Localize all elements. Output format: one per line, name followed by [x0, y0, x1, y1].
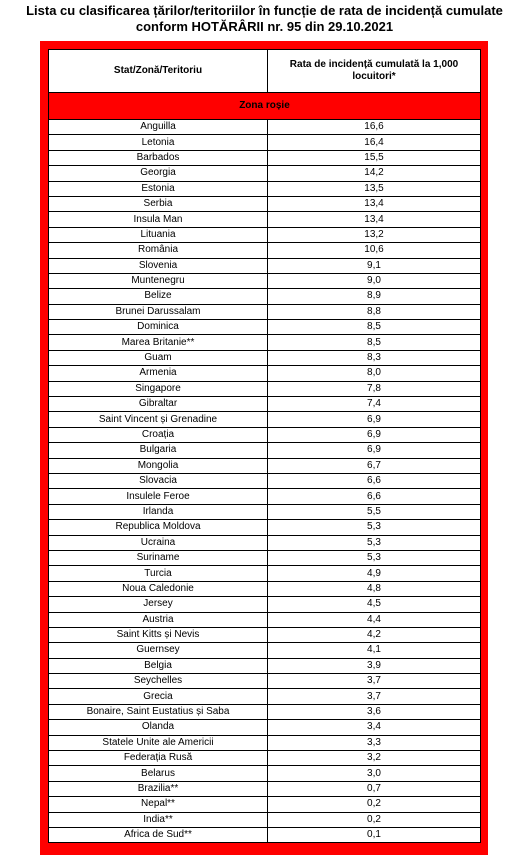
country-cell: Lituania: [49, 227, 268, 242]
country-cell: Barbados: [49, 150, 268, 165]
rate-cell: 3,6: [268, 704, 481, 719]
rate-cell: 6,7: [268, 458, 481, 473]
country-cell: Grecia: [49, 689, 268, 704]
table-row: [49, 720, 481, 735]
rate-cell: 3,4: [268, 720, 481, 735]
rate-cell: 7,4: [268, 397, 481, 412]
rate-cell: 10,6: [268, 243, 481, 258]
table-row: [49, 289, 481, 304]
rate-cell: 16,6: [268, 120, 481, 135]
table-row: [49, 335, 481, 350]
country-cell: Saint Kitts și Nevis: [49, 627, 268, 642]
rate-cell: 13,5: [268, 181, 481, 196]
rate-cell: 6,9: [268, 443, 481, 458]
table-row: [49, 350, 481, 365]
rate-cell: 0,2: [268, 797, 481, 812]
table-row: [49, 812, 481, 827]
country-cell: Africa de Sud**: [49, 827, 268, 842]
table-row: [49, 273, 481, 288]
rate-cell: 9,1: [268, 258, 481, 273]
country-cell: Guernsey: [49, 643, 268, 658]
rate-cell: 16,4: [268, 135, 481, 150]
rate-cell: 5,3: [268, 535, 481, 550]
title-line-1: Lista cu clasificarea țărilor/teritoriilor în funcție de rata de incidență cumulate: [26, 3, 503, 18]
country-cell: Anguilla: [49, 120, 268, 135]
rate-cell: 6,9: [268, 427, 481, 442]
country-cell: Letonia: [49, 135, 268, 150]
country-cell: România: [49, 243, 268, 258]
header-row: [49, 50, 481, 93]
rate-cell: 3,9: [268, 658, 481, 673]
table-row: [49, 181, 481, 196]
table-row: [49, 781, 481, 796]
table-row: [49, 150, 481, 165]
table-row: [49, 243, 481, 258]
country-cell: Gibraltar: [49, 397, 268, 412]
table-row: [49, 520, 481, 535]
zone-label: Zona roșie: [49, 93, 481, 120]
table-row: [49, 120, 481, 135]
country-cell: Mongolia: [49, 458, 268, 473]
table-row: [49, 227, 481, 242]
country-cell: Bonaire, Saint Eustatius și Saba: [49, 704, 268, 719]
country-cell: Republica Moldova: [49, 520, 268, 535]
rate-cell: 0,1: [268, 827, 481, 842]
country-cell: Slovenia: [49, 258, 268, 273]
table-row: [49, 366, 481, 381]
rate-cell: 14,2: [268, 166, 481, 181]
table-row: [49, 581, 481, 596]
rate-cell: 6,9: [268, 412, 481, 427]
country-cell: Armenia: [49, 366, 268, 381]
rate-cell: 8,0: [268, 366, 481, 381]
country-cell: Suriname: [49, 550, 268, 565]
rate-cell: 6,6: [268, 489, 481, 504]
country-cell: Irlanda: [49, 504, 268, 519]
table-row: [49, 766, 481, 781]
table-row: [49, 704, 481, 719]
rate-cell: 3,3: [268, 735, 481, 750]
rate-cell: 5,3: [268, 520, 481, 535]
rate-cell: 4,9: [268, 566, 481, 581]
table-row: [49, 674, 481, 689]
rate-cell: 6,6: [268, 473, 481, 488]
document-title: [0, 0, 529, 36]
table-row: [49, 566, 481, 581]
country-cell: Insula Man: [49, 212, 268, 227]
country-cell: Belize: [49, 289, 268, 304]
rate-cell: 3,7: [268, 689, 481, 704]
table-row: [49, 550, 481, 565]
country-cell: Olanda: [49, 720, 268, 735]
table-row: [49, 212, 481, 227]
rate-cell: 3,2: [268, 751, 481, 766]
table-row: [49, 658, 481, 673]
table-row: [49, 458, 481, 473]
table-row: [49, 735, 481, 750]
table-row: [49, 304, 481, 319]
country-cell: Ucraina: [49, 535, 268, 550]
title-line-2: conform HOTĂRÂRII nr. 95 din 29.10.2021: [135, 19, 394, 34]
table-row: [49, 473, 481, 488]
table-row: [49, 597, 481, 612]
country-cell: Croația: [49, 427, 268, 442]
table-row: [49, 320, 481, 335]
rate-cell: 13,2: [268, 227, 481, 242]
table-row: [49, 166, 481, 181]
rate-cell: 13,4: [268, 196, 481, 211]
rate-cell: 3,7: [268, 674, 481, 689]
table-row: [49, 427, 481, 442]
column-header-rate: Rata de incidență cumulată la 1,000 locuitori*: [268, 50, 481, 93]
country-cell: Turcia: [49, 566, 268, 581]
country-cell: Nepal**: [49, 797, 268, 812]
table-row: [49, 751, 481, 766]
country-cell: Guam: [49, 350, 268, 365]
country-cell: Singapore: [49, 381, 268, 396]
rate-cell: 13,4: [268, 212, 481, 227]
rate-cell: 0,2: [268, 812, 481, 827]
country-cell: Bulgaria: [49, 443, 268, 458]
country-cell: Belarus: [49, 766, 268, 781]
table-row: [49, 489, 481, 504]
country-cell: Federația Rusă: [49, 751, 268, 766]
table-row: [49, 381, 481, 396]
rate-cell: 0,7: [268, 781, 481, 796]
table-row: [49, 535, 481, 550]
rate-cell: 8,9: [268, 289, 481, 304]
country-cell: Slovacia: [49, 473, 268, 488]
table-row: [49, 827, 481, 842]
country-cell: Dominica: [49, 320, 268, 335]
country-cell: Seychelles: [49, 674, 268, 689]
rate-cell: 8,5: [268, 320, 481, 335]
red-frame: [40, 41, 488, 855]
rate-cell: 7,8: [268, 381, 481, 396]
country-cell: Muntenegru: [49, 273, 268, 288]
rate-cell: 4,5: [268, 597, 481, 612]
rate-cell: 9,0: [268, 273, 481, 288]
zone-row: [49, 93, 481, 120]
rate-cell: 15,5: [268, 150, 481, 165]
table-row: [49, 612, 481, 627]
country-cell: Brunei Darussalam: [49, 304, 268, 319]
rate-cell: 4,1: [268, 643, 481, 658]
table-row: [49, 258, 481, 273]
country-cell: Saint Vincent și Grenadine: [49, 412, 268, 427]
table-row: [49, 797, 481, 812]
table-row: [49, 504, 481, 519]
country-cell: India**: [49, 812, 268, 827]
country-cell: Brazilia**: [49, 781, 268, 796]
country-cell: Statele Unite ale Americii: [49, 735, 268, 750]
rate-cell: 3,0: [268, 766, 481, 781]
rate-cell: 4,8: [268, 581, 481, 596]
table-row: [49, 643, 481, 658]
country-cell: Marea Britanie**: [49, 335, 268, 350]
rate-cell: 8,3: [268, 350, 481, 365]
country-cell: Austria: [49, 612, 268, 627]
rate-cell: 8,8: [268, 304, 481, 319]
country-cell: Insulele Feroe: [49, 489, 268, 504]
rate-cell: 4,4: [268, 612, 481, 627]
rate-cell: 5,3: [268, 550, 481, 565]
table-row: [49, 397, 481, 412]
rate-cell: 4,2: [268, 627, 481, 642]
rate-cell: 8,5: [268, 335, 481, 350]
table-row: [49, 135, 481, 150]
country-cell: Jersey: [49, 597, 268, 612]
country-cell: Georgia: [49, 166, 268, 181]
rate-cell: 5,5: [268, 504, 481, 519]
column-header-country: Stat/Zonă/Teritoriu: [49, 50, 268, 93]
table-row: [49, 689, 481, 704]
table-row: [49, 443, 481, 458]
country-cell: Noua Caledonie: [49, 581, 268, 596]
table-row: [49, 412, 481, 427]
table-row: [49, 196, 481, 211]
country-cell: Serbia: [49, 196, 268, 211]
country-cell: Belgia: [49, 658, 268, 673]
classification-table: [48, 49, 481, 843]
table-row: [49, 627, 481, 642]
country-cell: Estonia: [49, 181, 268, 196]
